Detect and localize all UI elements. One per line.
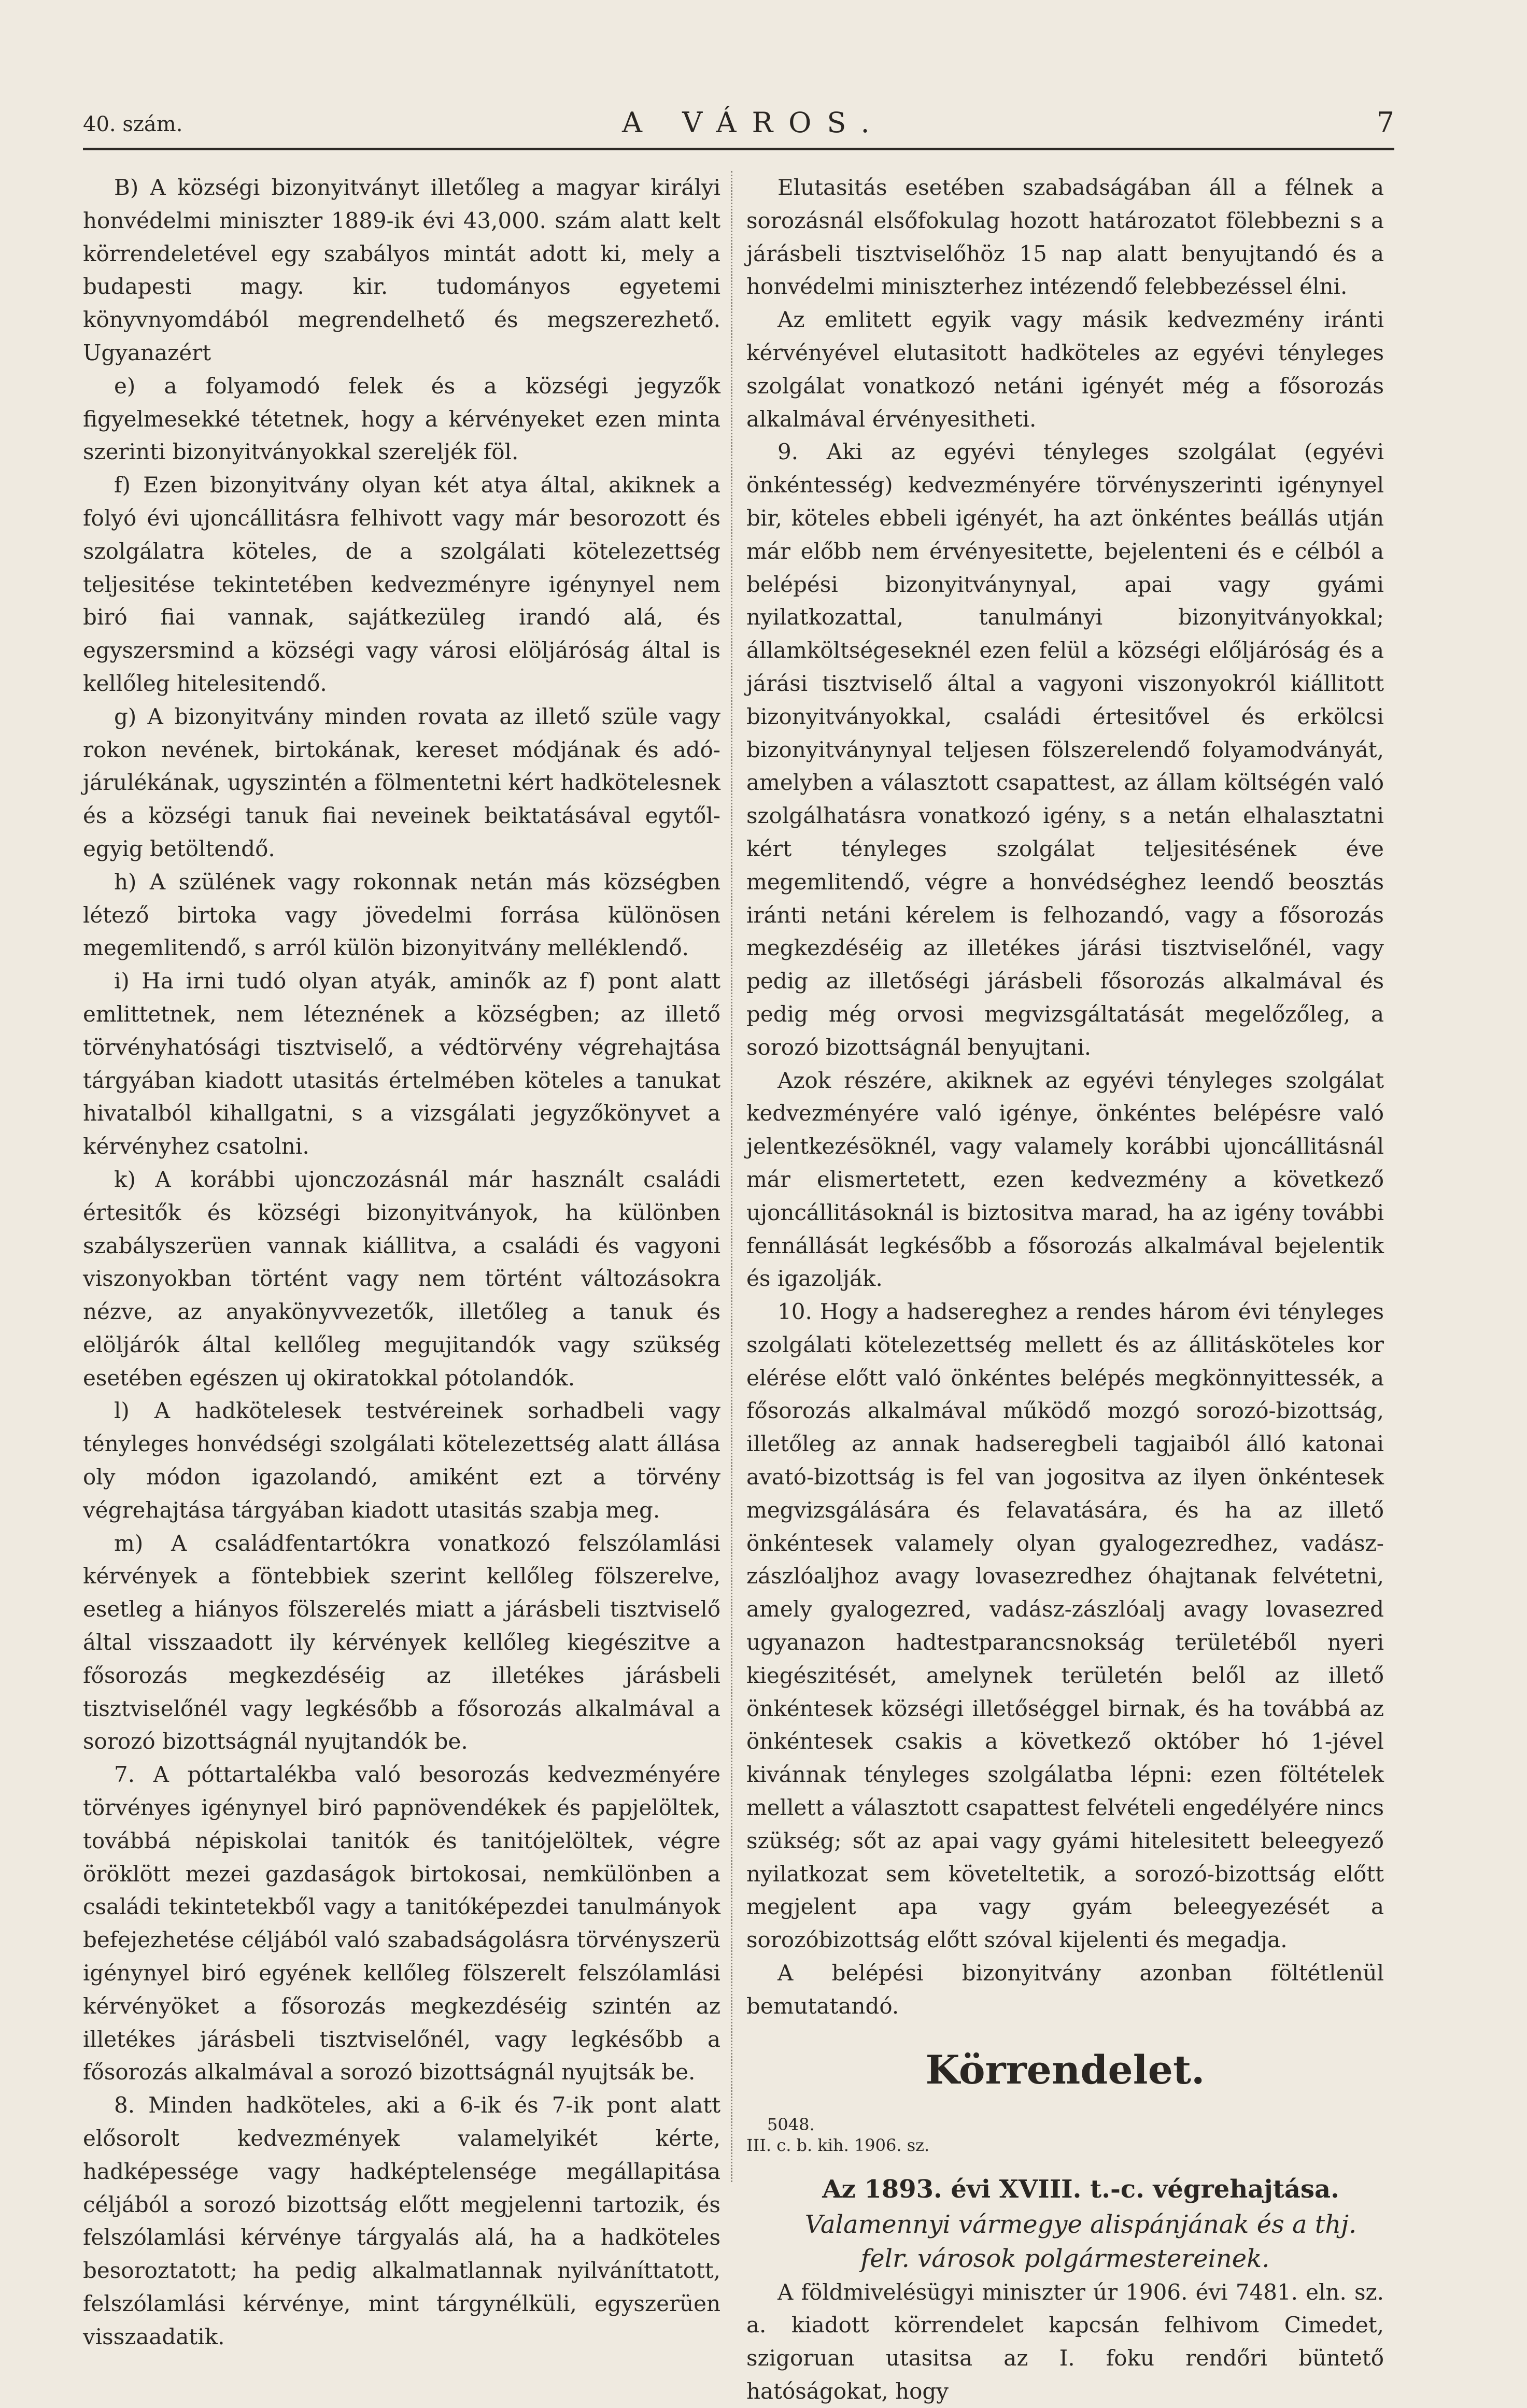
column-divider [731,171,732,2182]
paragraph: 7. A póttartalékba való besorozás kedvezményére törvényes igénynyel biró papnövendékek és papjelöltek, továbbá népiskolai tanitók és tanitójelöltek, végre öröklött mezei gazdaságok birtokosai, nemkülönben a családi tekintetekből vagy a tanitóképezdei tanulmányok befejezhetése céljából való szabadságolásra törvényszerü igénynyel biró egyének kellőleg fölszerelt felszólamlási kérvényöket a fősorozás megkezdéséig szintén az illetékes járásbeli tisztviselőnél, vagy legkésőbb a fősorozás alkalmával a sorozó bizottságnál nyujtsák be. [83,1762,720,2085]
publication-title: A VÁROS. [622,106,885,139]
left-column [83,171,720,2354]
paragraph: 8. Minden hadköteles, aki a 6-ik és 7-ik pont alatt elősorolt kedvezmények valamelyikét kérte, hadképessége vagy hadképtelensége megállapitása céljából a sorozó bizottság előtt megjelenni tartozik, és felszólamlási kérvénye tárgyalás alá, ha a hadköteles besoroztatott; ha pedig alkalmatlannak nyilváníttatott, felszólamlási kérvénye, mint tárgynélküli, egyszerüen visszaadatik. [83,2092,720,2349]
issue-number: 40. szám. [83,112,183,136]
page-header [83,106,1394,150]
paragraph: A belépési bizonyitvány azonban föltétlenül bemutatandó. [746,1960,1384,2019]
decree-subject: Az 1893. évi XVIII. t.-c. végrehajtása. [822,2174,1339,2204]
paragraph: Elutasitás esetében szabadságában áll a félnek a sorozásnál elsőfokulag hozott határozatot fölebbezni s a járásbeli tisztviselőhöz 15 nap alatt benyujtandó és a honvédelmi miniszterhez intézendő felebbezéssel élni. [746,175,1384,300]
paragraph: f) Ezen bizonyitvány olyan két atya által, akiknek a folyó évi ujoncállitásra felhivott vagy már besorozott és szolgálatra köteles, de a szolgálati kötelezettség teljesitése tekintetében kedvezményre igénynyel nem biró fiai vannak, sajátkezüleg irandó alá, és egyszersmind a községi vagy városi elöljáróság által is kellőleg hitelesitendő. [83,472,720,696]
decree-body: A földmivelésügyi miniszter úr 1906. évi 7481. eln. sz. a. kiadott körrendelet kapcsán felhivom Cimedet, szigoruan utasitsa az I. foku rendőri büntető hatóságokat, hogy [746,2279,1384,2404]
paragraph: g) A bizonyitvány minden rovata az illető szüle vagy rokon nevének, birtokának, kereset módjának és adó-járulékának, ugyszintén a fölmentetni kért hadkötelesnek és a községi tanuk fiai neveinek beiktatásával egytől-egyig betöltendő. [83,703,720,861]
decree-addressee: Valamennyi vármegye alispánjának és a thj. felr. városok polgármestereinek. [804,2209,1357,2273]
section-heading: Körrendelet. [925,2046,1205,2093]
paragraph: B) A községi bizonyitványt illetőleg a magyar királyi honvédelmi miniszter 1889-ik évi 43,000. szám alatt kelt körrendeletével egy szabályos mintát adott ki, mely a budapesti magy. kir. tudományos egyetemi könyvnyomdából megrendelhető és megszerezhető. Ugyanazért [83,175,720,365]
paragraph: 10. Hogy a hadsereghez a rendes három évi tényleges szolgálati kötelezettség mellett és az állitásköteles kor elérése előtt való önkéntes belépés megkönnyittessék, a fősorozás alkalmával működő mozgó sorozó-bizottság, illetőleg az annak hadseregbeli tagjaiból álló katonai avató-bizottság is fel van jogositva az ilyen önkéntesek megvizsgálására és felavatására, és ha az illető önkéntesek valamely olyan gyalogezredhez, vadász-zászlóaljhoz avagy lovasezredhez óhajtanak felvétetni, amely gyalogezred, vadász-zászlóalj avagy lovasezred ugyanazon hadtestparancsnokság területéből nyeri kiegészitését, amelynek területén belől az illető önkéntesek községi illetőséggel birnak, és ha továbbá az önkéntesek csakis a következő október hó 1-jével kivánnak tényleges szolgálatba lépni: ezen föltételek mellett a választott csapattest felvételi engedélyére nincs szükség; sőt az apai vagy gyámi hitelesitett beleegyező nyilatkozat sem követeltetik, a sorozó-bizottság előtt megjelent apa vagy gyám beleegyezését a sorozóbizottság előtt szóval kijelenti és megadja. [746,1299,1384,1953]
reference-registry-date [746,2135,1384,2156]
paragraph: i) Ha irni tudó olyan atyák, aminők az f) pont alatt emlittetnek, nem léteznének a községben; az illető törvényhatósági tisztviselő, a védtörvény végrehajtása tárgyában kiadott utasitás értelmében köteles a tanukat hivatalból kihallgatni, s a vizsgálati jegyzőkönyvet a kérvényhez csatolni. [83,968,720,1159]
reference-registry: III. c. b. [746,2135,813,2155]
paragraph: k) A korábbi ujonczozásnál már használt családi értesitők és községi bizonyitványok, ha különben szabályszerüen vannak kiállitva, a családi és vagyoni viszonyokban történt vagy nem történt változásokra nézve, az anyakönyvvezetők, illetőleg a tanuk és elöljárók által kellőleg megujitandók vagy szükség esetében egészen uj okiratokkal pótolandók. [83,1166,720,1391]
paragraph: h) A szülének vagy rokonnak netán más községben létező birtoka vagy jövedelmi forrása különösen megemlitendő, s arról külön bizonyitvány melléklendő. [83,869,720,961]
paragraph: l) A hadkötelesek testvéreinek sorhadbeli vagy tényleges honvédségi szolgálati kötelezettség alatt állása oly módon igazolandó, amiként ezt a törvény végrehajtása tárgyában kiadott utasitás szabja meg. [83,1398,720,1523]
reference-date: kih. 1906. sz. [817,2135,930,2155]
decree-reference [746,2114,1384,2156]
paragraph: Az emlitett egyik vagy másik kedvezmény iránti kérvényével elutasitott hadköteles az egyévi tényleges szolgálat vonatkozó netáni igényét még a fősorozás alkalmával érvényesitheti. [746,307,1384,432]
page-number: 7 [1376,106,1394,139]
paragraph: Azok részére, akiknek az egyévi tényleges szolgálat kedvezményére való igénye, önkéntes belépésre való jelentkezésöknél, vagy valamely korábbi ujoncállitásnál már elismertetett, ezen kedvezmény a következő ujoncállitásoknál is biztositva marad, ha az igény további fennállását legkésőbb a fősorozás alkalmával bejelentik és igazolják. [746,1067,1384,1292]
paragraph: e) a folyamodó felek és a községi jegyzők figyelmesekké tétetnek, hogy a kérvényeket ezen minta szerinti bizonyitványokkal szereljék föl. [83,373,720,465]
reference-number: 5048. [767,2114,815,2134]
paragraph: m) A családfentartókra vonatkozó felszólamlási kérvények a föntebbiek szerint kellőleg fölszerelve, esetleg a hiányos fölszerelés miatt a járásbeli tisztviselő által visszaadott ily kérvények kellőleg kiegészitve a fősorozás megkezdéséig az illetékes járásbeli tisztviselőnél vagy legkésőbb a fősorozás alkalmával a sorozó bizottságnál nyujtandók be. [83,1530,720,1754]
paragraph: 9. Aki az egyévi tényleges szolgálat (egyévi önkéntesség) kedvezményére törvényszerinti igénynyel bir, köteles ebbeli igényét, ha azt önkéntes beállás utján már előbb nem érvényesitette, bejelenteni és e célból a belépési bizonyitványnyal, apai vagy gyámi nyilatkozattal, tanulmányi bizonyitványokkal; államköltségeseknél ezen felül a községi előljáróság és a járási tisztviselő által a vagyoni viszonyokról kiállitott bizonyitványokkal, családi értesitővel és erkölcsi bizonyitványnyal teljesen fölszerelendő folyamodványát, amelyben a választott csapattest, az állam költségén való szolgálhatásra vonatkozó igény, s a netán elhalasztatni kért tényleges szolgálat teljesitésének éve megemlitendő, végre a honvédséghez leendő beosztás iránti netáni kérelem is felhozandó, vagy a fősorozás megkezdéséig az illetékes járási tisztviselőnél, vagy pedig az illetőségi járásbeli fősorozás alkalmával és pedig még orvosi megvizsgáltatását megelőzőleg, a sorozó bizottságnál benyujtani. [746,439,1384,1060]
right-column [746,171,1384,2408]
